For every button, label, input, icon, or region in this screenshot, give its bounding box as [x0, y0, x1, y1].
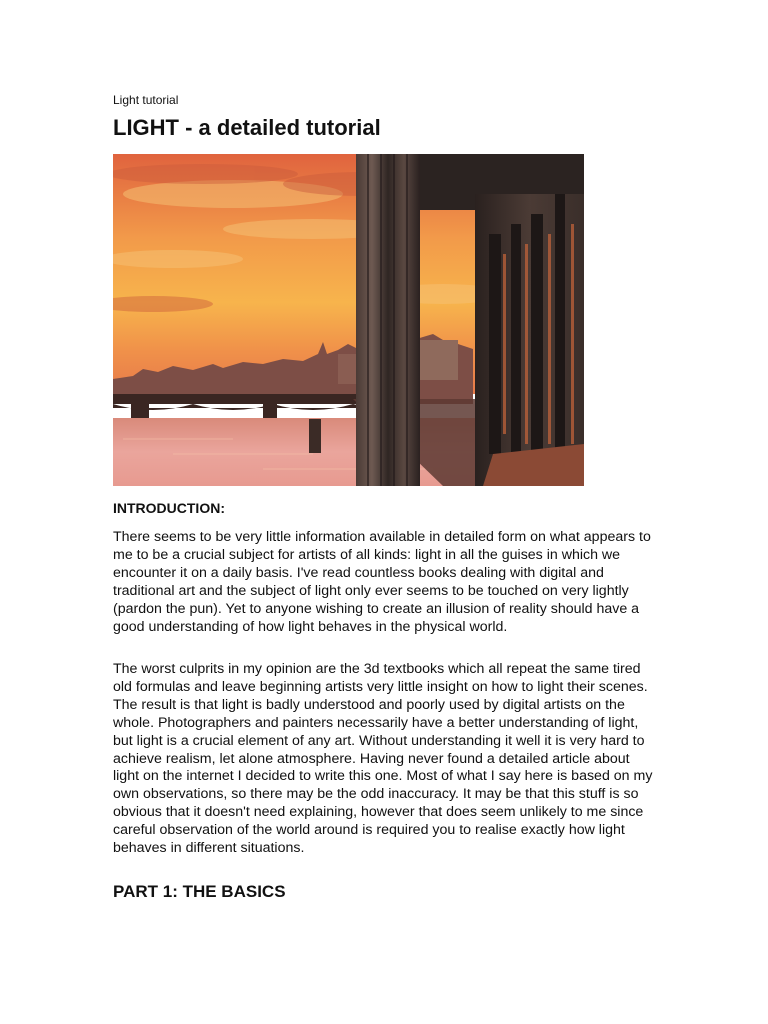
intro-paragraph-2: The worst culprits in my opinion are the 3d textbooks which all repeat the same tired old formulas and leave beginning artists very little insight on how to light their scenes. The result is that light is badly understood and poorly used by digital artists on the whole. Photographers and painters necessarily have a better understanding of light, but light is a crucial element of any art. Without understanding it well it is very hard to achieve realism, let alone atmosphere. Having never found a detailed article about light on the internet I decided to write this one. Most of what I say here is based on my own observations, so there may be the odd inaccuracy. It may be that this stuff is so obvious that it doesn't need explaining, however that does seem unlikely to me since careful observation of the world around is required you to realise exactly how light behaves in different situations.: [113, 661, 653, 857]
intro-paragraph-1: There seems to be very little information available in detailed form on what appears to me to be a crucial subject for artists of all kinds: light in all the guises in which we encounter it on a daily basis. I've read countless books dealing with digital and traditional art and the subject of light only ever seems to be touched on very lightly (pardon the pun). Yet to anyone wishing to create an illusion of reality should have a good understanding of how light behaves in the physical world.: [113, 529, 651, 635]
introduction-heading: INTRODUCTION:: [113, 500, 225, 516]
sunset-river-photo: [113, 154, 584, 486]
part-1-heading: PART 1: THE BASICS: [113, 882, 286, 901]
document-header-label: Light tutorial: [113, 93, 179, 107]
page-title: LIGHT - a detailed tutorial: [113, 115, 381, 140]
